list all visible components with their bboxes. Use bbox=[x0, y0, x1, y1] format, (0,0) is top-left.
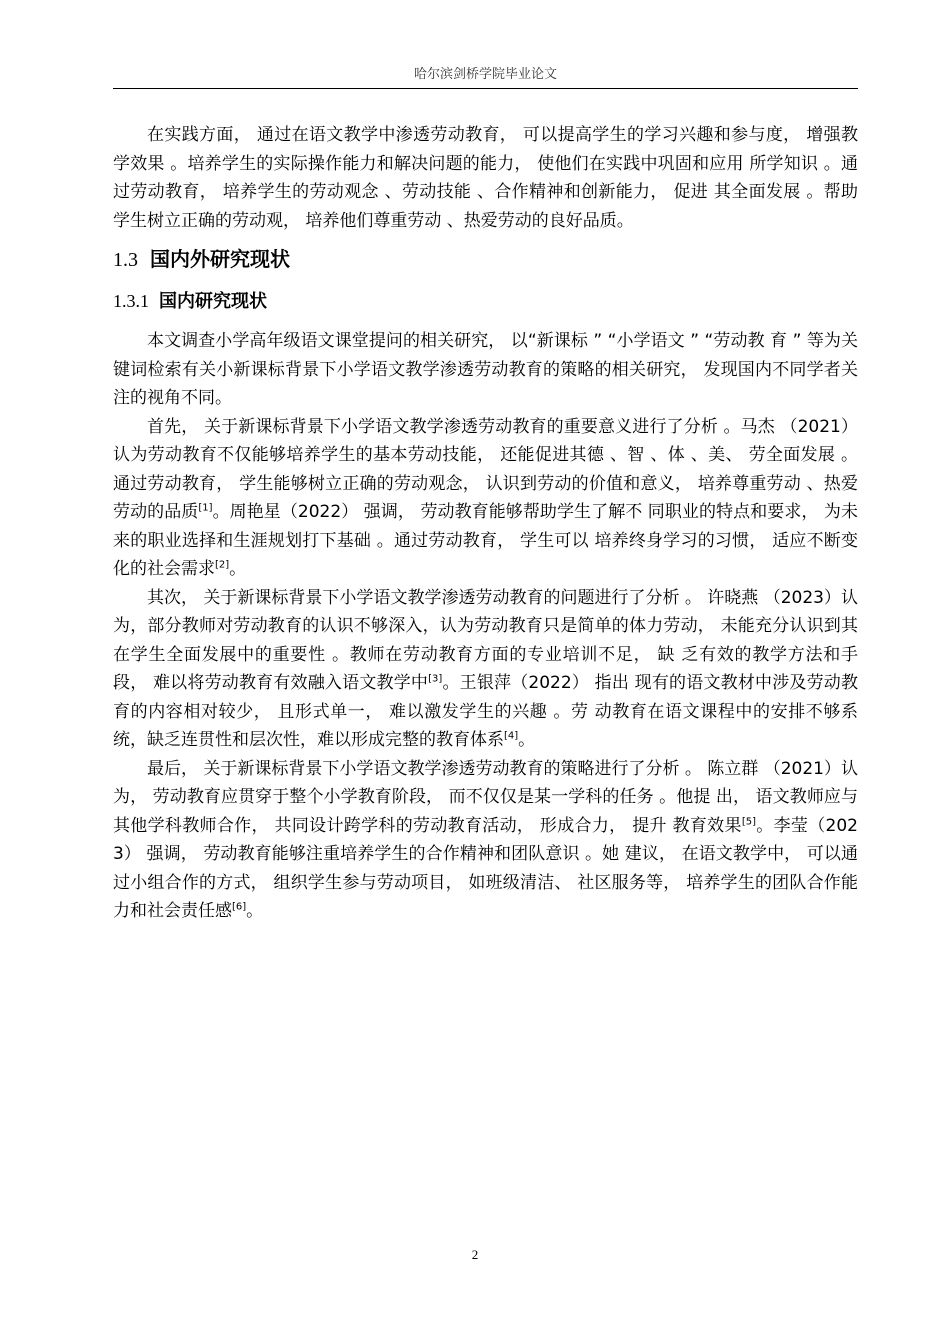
paragraph-text: 。 bbox=[246, 901, 264, 921]
header-divider bbox=[113, 88, 858, 89]
section-number: 1.3 bbox=[113, 249, 138, 271]
page-number: 2 bbox=[471, 1247, 479, 1262]
paragraph-text: 首先， 关于新课标背景下小学语文教学渗透劳动教育的重要意义进行了分析 。马杰 （2021）认为劳动教育不仅能够培养学生的基本劳动技能， 还能促进其德 、智 、体 、美、 劳全面发展 。通过劳动教育， 学生能够树立正确的劳动观念， 认识到劳动的价值和意义， 培养尊重劳动 、热爱劳动的品质 bbox=[113, 416, 858, 522]
subsection-heading bbox=[113, 283, 858, 319]
citation-1[interactable]: [1] bbox=[198, 502, 213, 514]
paragraph-text: 。王银萍（2022） 指出 现有的语文教材中涉及劳动教育的内容相对较少， 且形式单一， 难以激发学生的兴趣 。劳 动教育在语文课程中的安排不够系统，缺乏连贯性和层次性，难以形成完整的教育体系 bbox=[113, 673, 858, 750]
paragraph-problems bbox=[113, 584, 858, 755]
subsection-title: 国内研究现状 bbox=[159, 291, 267, 312]
paragraph-text: 。周艳星（2022） 强调， 劳动教育能够帮助学生了解不 同职业的特点和要求， 为未来的职业选择和生涯规划打下基础 。通过劳动教育， 学生可以 培养终身学习的习惯， 适应不断变化的社会需求 bbox=[113, 502, 858, 579]
section-heading bbox=[113, 239, 858, 279]
page-header: 哈尔滨剑桥学院毕业论文 bbox=[413, 67, 557, 82]
citation-4[interactable]: [4] bbox=[504, 730, 519, 742]
citation-3[interactable]: [3] bbox=[428, 673, 443, 685]
subsection-number: 1.3.1 bbox=[113, 291, 149, 311]
citation-6[interactable]: [6] bbox=[232, 901, 247, 913]
paragraph-text: 。李莹（2023） 强调， 劳动教育能够注重培养学生的合作精神和团队意识 。她 建议， 在语文教学中， 可以通过小组合作的方式， 组织学生参与劳动项目， 如班级清洁、 社区服务等， 培养学生的团队合作能力和社会责任感 bbox=[113, 815, 858, 921]
paragraph-text: 。 bbox=[518, 730, 536, 750]
citation-2[interactable]: [2] bbox=[215, 559, 230, 571]
paragraph-significance bbox=[113, 413, 858, 584]
paragraph-strategies bbox=[113, 755, 858, 926]
citation-5[interactable]: [5] bbox=[741, 815, 756, 827]
section-title: 国内外研究现状 bbox=[150, 247, 290, 271]
paragraph-method: 本文调查小学高年级语文课堂提问的相关研究， 以“新课标 ” “小学语文 ” “劳动教 育 ” 等为关键词检索有关小新课标背景下小学语文教学渗透劳动教育的策略的相关研究， 发现国内不同学者关注的视角不同。 bbox=[113, 331, 858, 408]
paragraph-text: 最后， 关于新课标背景下小学语文教学渗透劳动教育的策略进行了分析 。 陈立群 （2021）认为， 劳动教育应贯穿于整个小学教育阶段， 而不仅仅是某一学科的任务 。他提 出， 语文教师应与其他学科教师合作， 共同设计跨学科的劳动教育活动， 形成合力， 提升 教育效果 bbox=[113, 758, 858, 836]
intro-paragraph: 在实践方面， 通过在语文教学中渗透劳动教育， 可以提高学生的学习兴趣和参与度， 增强教学效果 。培养学生的实际操作能力和解决问题的能力， 使他们在实践中巩固和应用 所学知识 。通过劳动教育， 培养学生的劳动观念 、劳动技能 、合作精神和创新能力， 促进 其全面发展 。帮助学生树立正确的劳动观， 培养他们尊重劳动 、热爱劳动的良好品质。 bbox=[113, 125, 858, 231]
document-body bbox=[113, 121, 858, 926]
paragraph-text: 其次， 关于新课标背景下小学语文教学渗透劳动教育的问题进行了分析 。 许晓燕 （2023）认为，部分教师对劳动教育的认识不够深入，认为劳动教育只是简单的体力劳动， 未能充分认识到其在学生全面发展中的重要性 。教师在劳动教育方面的专业培训不足， 缺 乏有效的教学方法和手段， 难以将劳动教育有效融入语文教学中 bbox=[113, 587, 858, 693]
paragraph-text: 。 bbox=[229, 559, 247, 579]
